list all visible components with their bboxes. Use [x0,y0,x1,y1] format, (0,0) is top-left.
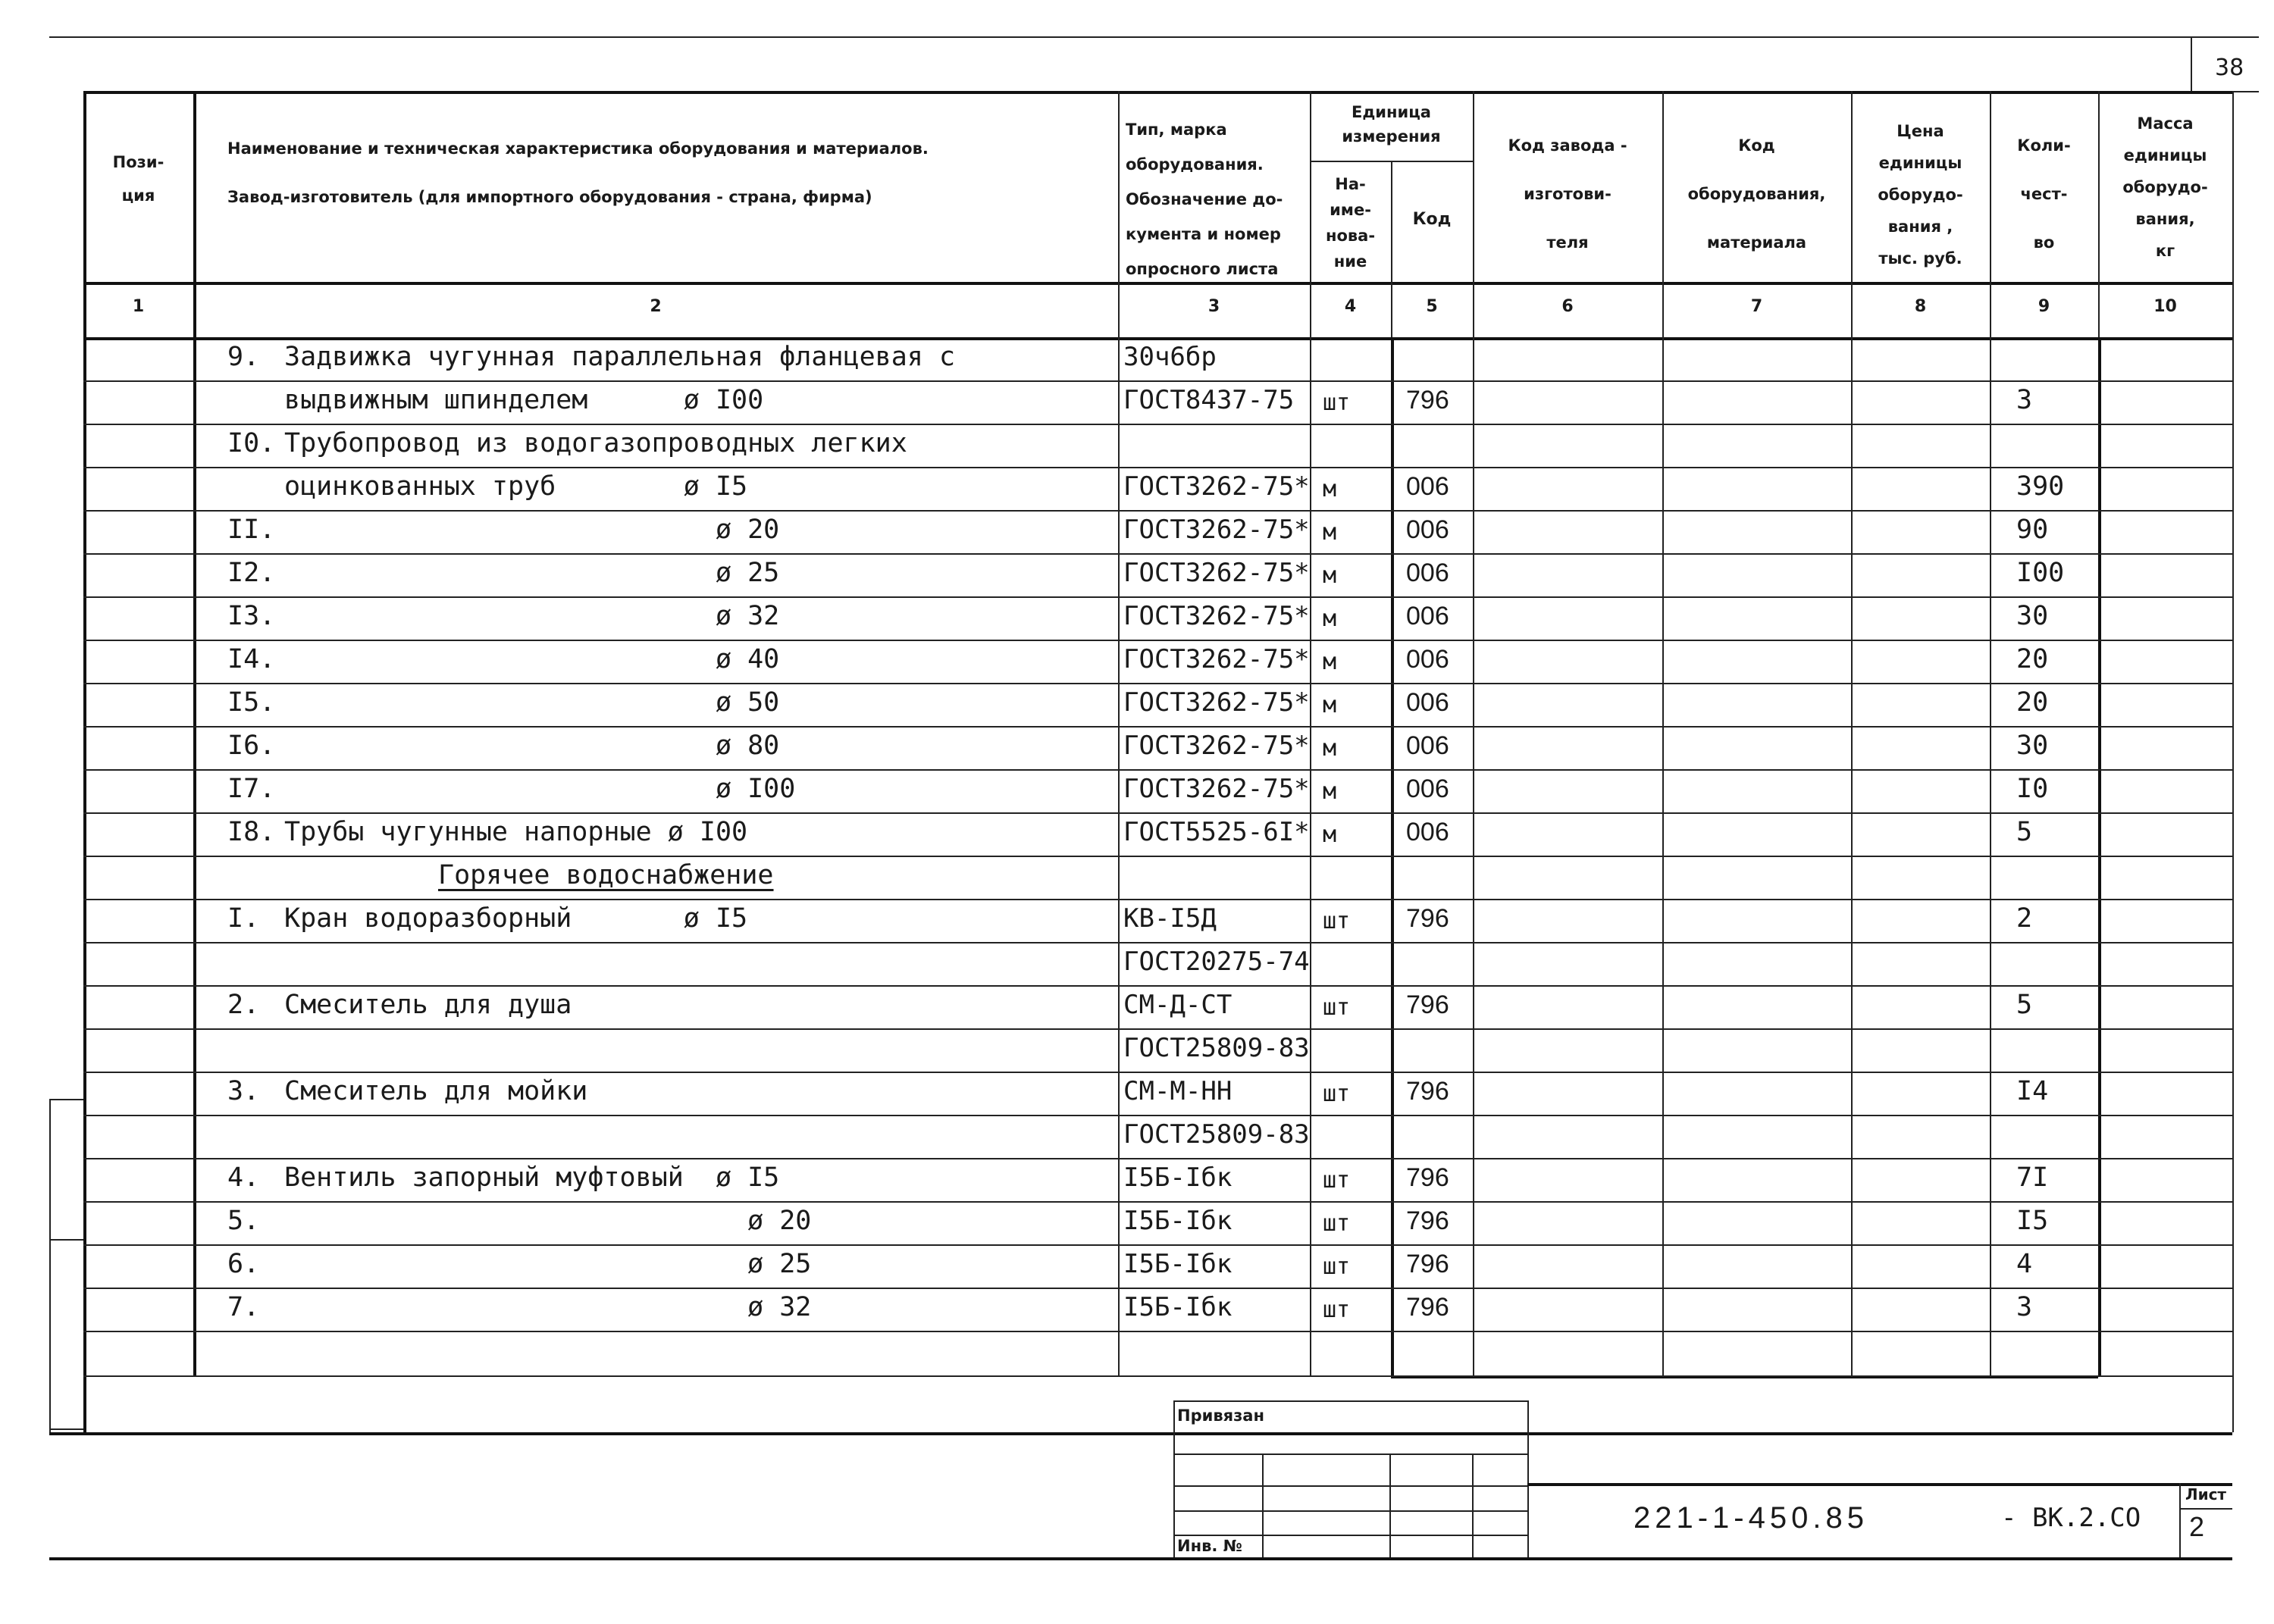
quantity-cell: 2 [2016,903,2033,934]
grid-line-h [49,1099,83,1100]
unit-code-cell: 006 [1406,472,1449,501]
name-cell: ø 20 [284,515,780,545]
grid-line-h [1310,161,1473,162]
name-cell: Горячее водоснабжение [438,860,774,890]
unit-code-cell: 006 [1406,774,1449,803]
quantity-cell: 3 [2016,385,2033,415]
grid-line-h [2179,1508,2232,1510]
quantity-cell: I4 [2016,1076,2049,1106]
grid-line-h [83,1028,2232,1030]
grid-line-h [83,553,2232,555]
position-cell: I5. [227,687,276,718]
grid-line-h [49,1557,2232,1560]
quantity-cell: 7I [2016,1162,2049,1193]
position-cell: 2. [227,990,260,1020]
type-cell: ГОСТ3262-75* [1123,601,1310,631]
name-cell: ø 25 [284,558,780,588]
quantity-cell: 5 [2016,990,2033,1020]
type-cell: I5Б-Iбк [1123,1249,1233,1279]
position-cell: II. [227,515,276,545]
grid-line-h [83,640,2232,641]
unit-code-cell: 006 [1406,515,1449,544]
header-mass: Масса единицы оборудо- вания, кг [2122,114,2208,260]
inventory-number-label: Инв. № [1177,1537,1242,1555]
position-cell: 6. [227,1249,260,1279]
type-cell: КВ-I5Д [1123,903,1217,934]
grid-line-h [83,726,2232,728]
grid-line-h [83,91,2232,94]
position-cell: I. [227,903,260,934]
unit-code-cell: 006 [1406,818,1449,846]
quantity-cell: 20 [2016,687,2049,718]
grid-line-h [83,510,2232,512]
quantity-cell: 4 [2016,1249,2033,1279]
sheet-number: 2 [2189,1511,2205,1542]
name-cell: ø 20 [284,1206,812,1236]
unit-name-cell: м [1323,821,1337,848]
unit-code-cell: 796 [1406,1250,1449,1278]
type-cell: ГОСТ3262-75* [1123,471,1310,502]
name-cell: выдвижным шпинделем ø I00 [284,385,764,415]
grid-line-v [49,1099,51,1432]
name-cell: ø 80 [284,731,780,761]
grid-line-v [1990,91,1991,1375]
position-cell: 7. [227,1292,260,1322]
unit-name-cell: м [1323,476,1337,502]
grid-line-h [83,812,2232,814]
position-cell: I2. [227,558,276,588]
unit-code-cell: 796 [1406,990,1449,1019]
type-cell: I5Б-Iбк [1123,1162,1233,1193]
name-cell: Трубы чугунные напорные ø I00 [284,817,748,847]
name-cell: ø I00 [284,774,796,804]
unit-name-cell: м [1323,778,1337,805]
grid-line-v [1310,91,1311,1375]
quantity-cell: I0 [2016,774,2049,804]
type-cell: СМ-М-НН [1123,1076,1233,1106]
column-number: 9 [2038,297,2050,316]
grid-line-h [83,337,2232,340]
grid-line-h [83,899,2232,900]
unit-code-cell: 006 [1406,602,1449,631]
type-cell: ГОСТ8437-75 [1123,385,1295,415]
unit-code-cell: 006 [1406,559,1449,587]
grid-line-h [1173,1485,1527,1487]
grid-line-h [83,856,2232,857]
grid-line-h [83,683,2232,684]
grid-line-h [83,985,2232,987]
unit-name-cell: шт [1323,908,1351,934]
position-cell: I0. [227,428,276,458]
grid-line-h [83,942,2232,943]
type-cell: ГОСТ5525-6I* [1123,817,1310,847]
grid-line-v [1851,91,1853,1375]
document-suffix: - ВК.2.СО [2001,1503,2141,1533]
grid-line-v [1173,1400,1175,1557]
position-cell: 5. [227,1206,260,1236]
name-cell: ø 25 [284,1249,812,1279]
header-price: Цена единицы оборудо- вания , тыс. руб. [1878,122,1963,268]
column-number: 5 [1426,297,1438,316]
type-cell: I5Б-Iбк [1123,1206,1233,1236]
name-cell: ø 32 [284,601,780,631]
unit-name-cell: шт [1323,1297,1351,1323]
quantity-cell: I5 [2016,1206,2049,1236]
type-cell: ГОСТ3262-75* [1123,558,1310,588]
quantity-cell: 390 [2016,471,2065,502]
header-name: Наименование и техническая характеристика оборудования и материалов. Завод-изготовитель (для импортного оборудования - страна, фирма) [227,139,929,206]
grid-line-h [1173,1510,1527,1512]
grid-line-v [1473,91,1474,1375]
column-number: 3 [1207,297,1220,316]
linked-label: Привязан [1177,1407,1264,1425]
unit-code-cell: 006 [1406,645,1449,674]
grid-line-v [1118,91,1120,1375]
name-cell: ø 32 [284,1292,812,1322]
name-cell: Кран водоразборный ø I5 [284,903,748,934]
name-cell: Вентиль запорный муфтовый ø I5 [284,1162,780,1193]
position-cell: I8. [227,817,276,847]
unit-code-cell: 796 [1406,386,1449,415]
grid-line-v [2191,36,2192,91]
grid-line-h [83,769,2232,771]
unit-name-cell: шт [1323,1167,1351,1194]
grid-line-h [83,424,2232,425]
column-number: 10 [2153,297,2177,316]
grid-line-h [83,1375,2232,1377]
position-cell: I7. [227,774,276,804]
header-plant-code: Код завода - изготови- теля [1508,136,1627,252]
grid-line-h [83,1201,2232,1203]
header-unit-name: На- име- нова- ние [1325,175,1376,271]
position-cell: I6. [227,731,276,761]
unit-code-cell: 006 [1406,688,1449,717]
sheet-label: Лист [2185,1485,2227,1504]
column-number: 1 [132,297,145,316]
name-cell: Задвижка чугунная параллельная фланцевая с [284,342,956,372]
grid-line-v [1527,1400,1529,1557]
header-position: Пози- ция [112,153,164,205]
grid-line-h [83,467,2232,468]
position-cell: 4. [227,1162,260,1193]
unit-name-cell: шт [1323,1253,1351,1280]
grid-line-v [1389,1453,1391,1557]
type-cell: ГОСТ3262-75* [1123,687,1310,718]
position-cell: 9. [227,342,260,372]
column-number: 6 [1561,297,1574,316]
grid-line-h [83,1288,2232,1289]
grid-line-h [83,1331,2232,1332]
header-quantity: Коли- чест- во [2017,136,2071,252]
name-cell: оцинкованных труб ø I5 [284,471,748,502]
type-cell: ГОСТ20275-74 [1123,947,1310,977]
unit-code-cell: 006 [1406,731,1449,760]
name-cell: Смеситель для мойки [284,1076,588,1106]
grid-line-v [193,91,196,1375]
name-cell: ø 40 [284,644,780,674]
grid-line-h [83,1244,2232,1246]
type-cell: I5Б-Iбк [1123,1292,1233,1322]
column-number: 8 [1914,297,1927,316]
grid-line-h [49,1432,2232,1435]
grid-line-h [83,380,2232,382]
position-cell: 3. [227,1076,260,1106]
quantity-cell: 90 [2016,515,2049,545]
page-number: 38 [2215,55,2244,81]
unit-name-cell: шт [1323,1210,1351,1237]
header-equipment-code: Код оборудования, материала [1687,136,1826,252]
unit-name-cell: м [1323,562,1337,589]
grid-line-v [83,91,86,1432]
column-number: 7 [1750,297,1763,316]
name-cell: Трубопровод из водогазопроводных легких [284,428,907,458]
position-cell: I3. [227,601,276,631]
type-cell: ГОСТ3262-75* [1123,644,1310,674]
quantity-cell: 30 [2016,601,2049,631]
quantity-cell: 20 [2016,644,2049,674]
grid-line-h [83,1115,2232,1116]
grid-line-v [1472,1453,1474,1557]
unit-code-cell: 796 [1406,1163,1449,1192]
grid-line-v [2232,91,2234,1432]
unit-name-cell: шт [1323,1081,1351,1107]
grid-line-h [49,1239,83,1241]
unit-name-cell: м [1323,735,1337,762]
type-cell: ГОСТ25809-83 [1123,1119,1310,1150]
type-cell: СМ-Д-СТ [1123,990,1233,1020]
position-cell: I4. [227,644,276,674]
grid-line-h [83,1072,2232,1073]
unit-name-cell: м [1323,605,1337,632]
header-type: Тип, марка оборудования. Обозначение до- кумента и номер опросного листа [1126,120,1283,278]
unit-name-cell: м [1323,649,1337,675]
header-unit-code: Код [1412,210,1452,229]
grid-line-h [83,596,2232,598]
type-cell: ГОСТ3262-75* [1123,774,1310,804]
type-cell: ГОСТ3262-75* [1123,515,1310,545]
name-cell: Смеситель для душа [284,990,572,1020]
unit-code-cell: 796 [1406,1077,1449,1106]
unit-code-cell: 796 [1406,1293,1449,1322]
column-number: 2 [650,297,662,316]
column-number: 4 [1344,297,1357,316]
grid-line-h [1173,1453,1527,1455]
grid-line-h [49,36,2259,38]
quantity-cell: 5 [2016,817,2033,847]
document-code: 221-1-450.85 [1633,1501,1868,1535]
unit-name-cell: шт [1323,390,1351,416]
header-unit-group: Единица измерения [1342,103,1441,146]
unit-name-cell: м [1323,692,1337,718]
quantity-cell: I00 [2016,558,2065,588]
grid-line-h [83,1158,2232,1159]
type-cell: ГОСТ25809-83 [1123,1033,1310,1063]
name-cell: ø 50 [284,687,780,718]
type-cell: ГОСТ3262-75* [1123,731,1310,761]
quantity-cell: 3 [2016,1292,2033,1322]
quantity-cell: 30 [2016,731,2049,761]
unit-code-cell: 796 [1406,904,1449,933]
unit-name-cell: шт [1323,994,1351,1021]
type-cell: 30ч6бр [1123,342,1217,372]
grid-line-h [49,1428,83,1430]
grid-line-v [1662,91,1664,1375]
unit-name-cell: м [1323,519,1337,546]
grid-line-h [1527,1483,2232,1486]
unit-code-cell: 796 [1406,1206,1449,1235]
